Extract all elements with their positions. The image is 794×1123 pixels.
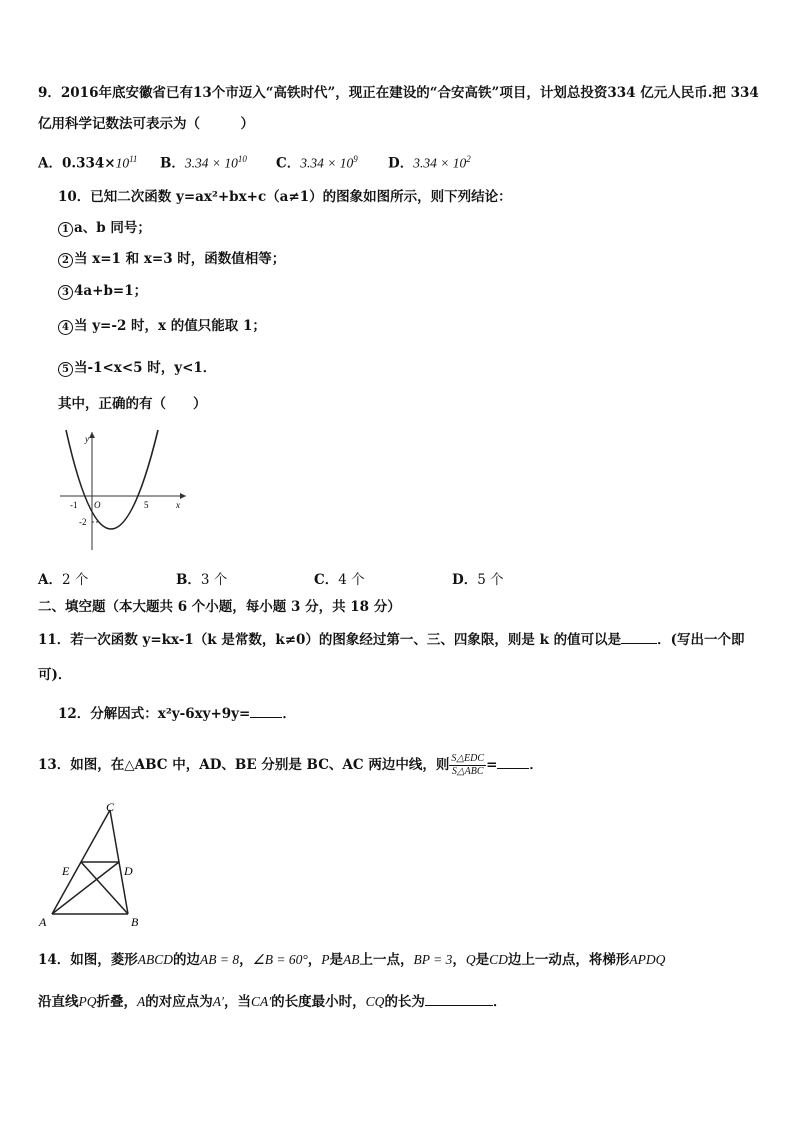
q9-option-b[interactable]: B．$3.34 \times 10^{10}$ [160,154,247,172]
x-tick-5: 5 [144,500,149,510]
q10-option-b[interactable]: B．3 个 [176,572,228,588]
q10-parabola-graph [58,428,190,552]
q10-option-a[interactable]: A．2 个 [38,572,89,588]
q9-stem-line2: 亿用科学记数法可表示为（ ） [38,116,254,132]
q10-option-c[interactable]: C．4 个 [314,572,365,588]
q13-answer-blank[interactable] [497,754,529,769]
q14-answer-blank[interactable] [425,991,493,1006]
q11-answer-blank[interactable] [621,629,657,644]
q14-stem-line2: 沿直线PQ折叠，A的对应点为A′，当CA′的长度最小时，CQ的长为 ． [38,991,506,1011]
parabola-curve [66,430,158,529]
q10-item-1: 1 a、b 同号； [58,219,151,237]
q9-option-c[interactable]: C．$3.34 \times 10^9$ [276,154,358,172]
q12-answer-blank[interactable] [250,703,282,718]
y-tick-minus2: -2 [79,517,87,527]
vertex-b-label: B [131,915,139,929]
q9-option-d[interactable]: D．$3.34 \times 10^2$ [388,154,471,172]
point-e-label: E [62,864,70,878]
q9-stem-line1: 9．2016年底安徽省已有13个市迈入“高铁时代”，现正在建设的“合安高铁”项目，计划总投资334 亿元人民币.把 334 [38,85,759,101]
q10-stem: 10．已知二次函数 y=ax²+bx+c（a≠1）的图象如图所示，则下列结论： [58,189,512,205]
q10-item-2: 2 当 x=1 和 x=3 时，函数值相等； [58,250,285,268]
q10-question: 其中，正确的有（ ） [58,396,207,412]
x-tick-minus1: -1 [70,500,78,510]
q9-option-a[interactable]: A．$0.334\times 10^{11}$ [38,154,138,172]
q13-triangle-figure [38,800,148,930]
y-axis-arrow [89,432,95,438]
vertex-c-label: C [106,800,115,814]
q11-stem-line1: 11．若一次函数 y=kx-1（k 是常数，k≠0）的图象经过第一、三、四象限，则是 k 的值可以是 ．(写出一个即 [38,629,745,649]
vertex-a-label: A [39,915,47,929]
q10-item-3: 3 4a+b=1； [58,282,147,300]
origin-label: O [94,500,101,510]
q13-stem: 13．如图，在△ABC 中，AD、BE 分别是 BC、AC 两边中线，则 $\frac{\text{S△EDC}}{\text{S△ABC}}$ = ． [38,753,543,777]
q13-area-ratio: $\frac{\text{S△EDC}}{\text{S△ABC}}$ [451,753,485,777]
x-axis-arrow [180,493,186,499]
y-axis-label: y [85,434,89,444]
x-axis-label: x [176,500,180,510]
q10-item-4: 4 当 y=-2 时，x 的值只能取 1； [58,317,266,335]
q10-item-5: 5 当-1<x<5 时，y<1． [58,359,216,377]
q10-option-d[interactable]: D．5 个 [452,572,504,588]
q14-stem-line1: 14．如图，菱形ABCD的边AB = 8，∠B = 60°，P是AB上一点，BP = 3，Q是CD边上一动点，将梯形APDQ [38,952,666,968]
section-2-heading: 二、填空题（本大题共 6 个小题，每小题 3 分，共 18 分） [38,599,401,615]
q12-stem: 12．分解因式：x²y-6xy+9y= ． [58,703,296,723]
point-d-label: D [124,864,133,878]
q11-stem-line2: 可)． [38,667,72,683]
